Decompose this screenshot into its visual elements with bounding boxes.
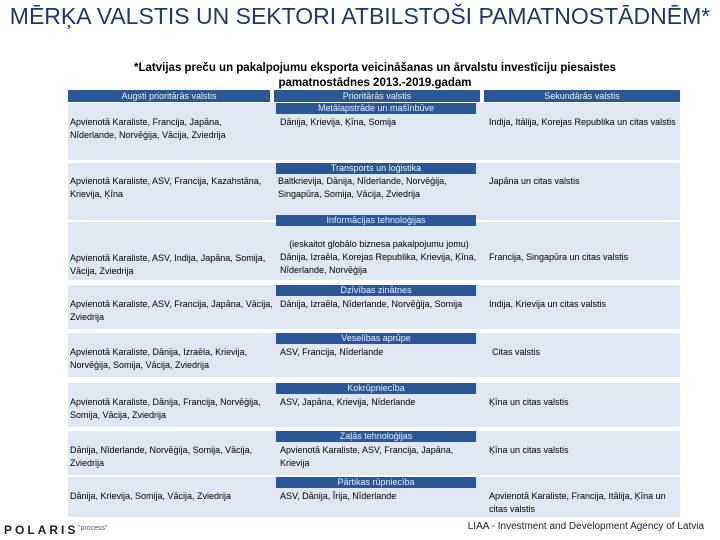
high-priority-countries: Apvienotā Karaliste, ASV, Indija, Japāna, Somija, Vācija, Zviedrija: [70, 253, 266, 276]
sector-band: Dzīvības zinātnes: [276, 285, 476, 296]
sector-row: [68, 333, 680, 377]
secondary-countries: Apvienotā Karaliste, Francija, Itālija, Ķīna un citas valstis: [489, 491, 666, 514]
sector-row: [68, 215, 680, 280]
high-priority-countries: Apvienotā Karaliste, ASV, Francija, Japāna, Vācija, Zviedrija: [70, 299, 273, 322]
sector-row: [68, 477, 680, 517]
high-priority-countries: Apvienotā Karaliste, ASV, Francija, Kazahstāna, Krievija, Ķīna: [70, 176, 262, 199]
secondary-countries: Japāna un citas valstis: [489, 176, 580, 186]
high-priority-countries: Apvienotā Karaliste, Dānija, Francija, Norvēģija, Somija, Vācija, Zviedrija: [70, 397, 261, 420]
high-priority-countries: Dānija, Krievija, Somija, Vācija, Zviedrija: [70, 491, 232, 501]
priority-countries: Dānija, Izraēla, Korejas Republika, Krievija, Ķīna, Nīderlande, Norvēģija: [280, 252, 477, 275]
sector-band: Kokrūpniecība: [276, 383, 476, 394]
priority-countries: Dānija, Krievija, Ķīna, Somija: [280, 117, 397, 127]
priority-countries: Baltkrievija, Dānija, Nīderlande, Norvēģija, Singapūra, Somija, Vācija, Zviedrija: [278, 176, 447, 199]
column-header-priority: Prioritārās valstis: [274, 90, 480, 102]
secondary-countries: Citas valstis: [492, 347, 541, 357]
page-title: MĒRĶA VALSTIS UN SEKTORI ATBILSTOŠI PAMATNOSTĀDNĒM*: [9, 3, 711, 29]
process-label: "process": [78, 525, 108, 532]
sector-band: Zaļās tehnoloģijas: [276, 431, 476, 442]
priority-countries: ASV, Japāna, Krievija, Nīderlande: [280, 397, 416, 407]
high-priority-countries: Dānija, Nīderlande, Norvēģija, Somija, Vācija, Zviedrija: [70, 445, 253, 468]
sector-band: Pārtikas rūpniecība: [276, 477, 476, 488]
sector-row: [68, 383, 680, 427]
sector-band-note: (ieskaitot globālo biznesa pakalpojumu jomu): [289, 239, 469, 249]
sector-row: [68, 285, 680, 329]
high-priority-countries: Apvienotā Karaliste, Francija, Japāna, Nīderlande, Norvēģija, Vācija, Zviedrija: [70, 117, 226, 140]
sector-band: Veselības aprūpe: [276, 333, 476, 344]
polaris-logo: POLARIS: [4, 523, 79, 537]
secondary-countries: Francija, Singapūra un citas valstis: [489, 252, 629, 262]
sector-band: Informācijas tehnoloģijas: [276, 215, 476, 226]
secondary-countries: Indija, Krievija un citas valstis: [489, 299, 607, 309]
column-header-secondary: Sekundārās valstis: [484, 90, 680, 102]
priority-countries: ASV, Dānija, Īrija, Nīderlande: [280, 491, 397, 501]
column-header-high: Augsti prioritārās valstis: [68, 90, 270, 102]
priority-countries: ASV, Francija, Nīderlande: [280, 347, 384, 357]
sector-band: Transports un loģistika: [276, 163, 476, 174]
priority-countries: Dānija, Izraēla, Nīderlande, Norvēģija, Somija: [280, 299, 463, 309]
sector-row: [68, 163, 680, 220]
sector-row: [68, 103, 680, 160]
high-priority-countries: Apvienotā Karaliste, Dānija, Izraēla, Krievija, Norvēģija, Somija, Vācija, Zviedrija: [70, 347, 248, 370]
priority-countries: Apvienotā Karaliste, ASV, Francija, Japāna, Krievija: [280, 445, 454, 468]
sector-band: Metālapstrāde un mašīnbūve: [276, 103, 476, 114]
secondary-countries: Ķīna un citas valstis: [489, 397, 569, 407]
secondary-countries: Indija, Itālija, Korejas Republika un citas valstis: [489, 117, 676, 127]
agency-footer: LIAA - Investment and Development Agency of Latvia: [467, 521, 704, 532]
page-subtitle: *Latvijas preču un pakalpojumu eksporta veicināšanas un ārvalstu investīciju piesaistes pamatnostādnes 2013.-2019.gadam: [134, 62, 616, 89]
sector-row: [68, 431, 680, 475]
secondary-countries: Ķīna un citas valstis: [489, 445, 569, 455]
